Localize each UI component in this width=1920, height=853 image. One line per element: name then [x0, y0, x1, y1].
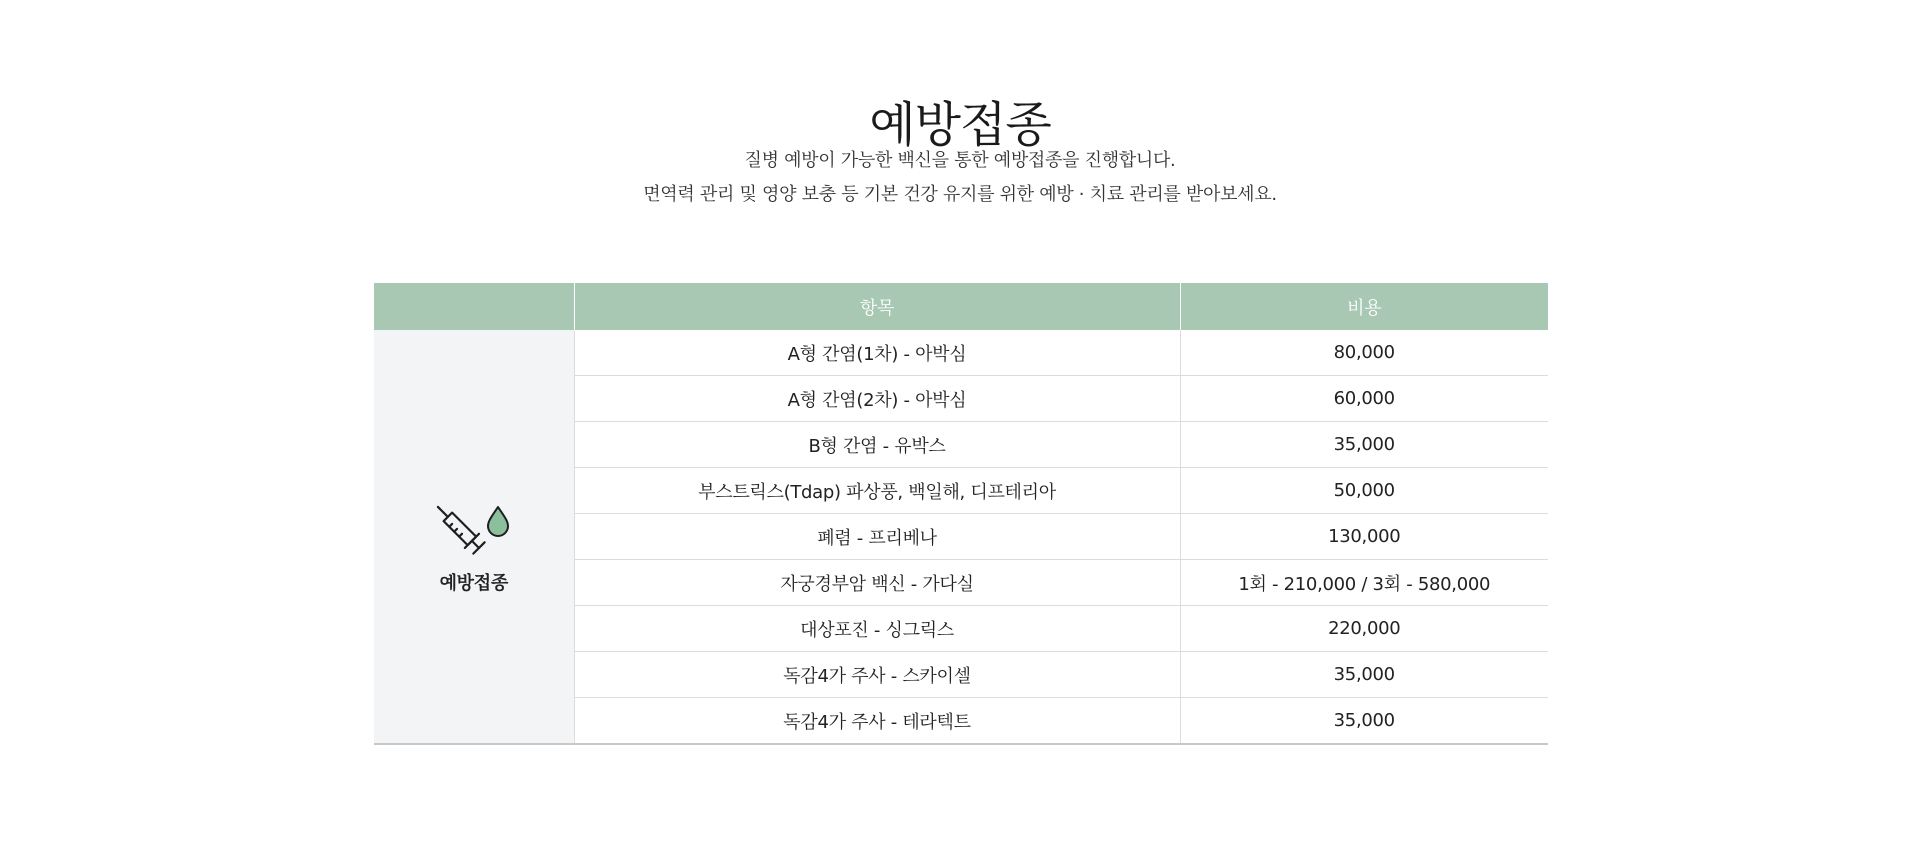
cost-cell: 35,000	[1180, 422, 1548, 468]
table-header-row	[374, 283, 1548, 330]
item-cell: 대상포진 - 싱그릭스	[574, 606, 1180, 652]
table-row	[374, 330, 1548, 376]
vaccination-price-table	[374, 283, 1548, 745]
cost-cell: 80,000	[1180, 330, 1548, 376]
item-cell: 부스트릭스(Tdap) 파상풍, 백일해, 디프테리아	[574, 468, 1180, 514]
page-title: 예방접종	[869, 97, 1051, 154]
item-cell: A형 간염(1차) - 아박심	[574, 330, 1180, 376]
item-cell: 독감4가 주사 - 스카이셀	[574, 652, 1180, 698]
syringe-icon	[432, 485, 516, 559]
cost-cell: 35,000	[1180, 698, 1548, 745]
header-category	[374, 283, 574, 330]
cost-cell: 50,000	[1180, 468, 1548, 514]
cost-cell: 35,000	[1180, 652, 1548, 698]
category-cell	[374, 330, 574, 744]
item-cell: 폐렴 - 프리베나	[574, 514, 1180, 560]
header-item: 항목	[574, 283, 1180, 330]
category-label: 예방접종	[439, 572, 508, 594]
item-cell: 독감4가 주사 - 테라텍트	[574, 698, 1180, 745]
cost-cell: 220,000	[1180, 606, 1548, 652]
intro-line-1: 질병 예방이 가능한 백신을 통한 예방접종을 진행합니다.	[744, 150, 1176, 171]
cost-cell: 60,000	[1180, 376, 1548, 422]
item-cell: B형 간염 - 유박스	[574, 422, 1180, 468]
item-cell: A형 간염(2차) - 아박심	[574, 376, 1180, 422]
header-cost: 비용	[1180, 283, 1548, 330]
cost-cell: 130,000	[1180, 514, 1548, 560]
intro-line-2: 면역력 관리 및 영양 보충 등 기본 건강 유지를 위한 예방 · 치료 관리를 받아보세요.	[643, 184, 1277, 205]
cost-cell: 1회 - 210,000 / 3회 - 580,000	[1180, 560, 1548, 606]
item-cell: 자궁경부암 백신 - 가다실	[574, 560, 1180, 606]
